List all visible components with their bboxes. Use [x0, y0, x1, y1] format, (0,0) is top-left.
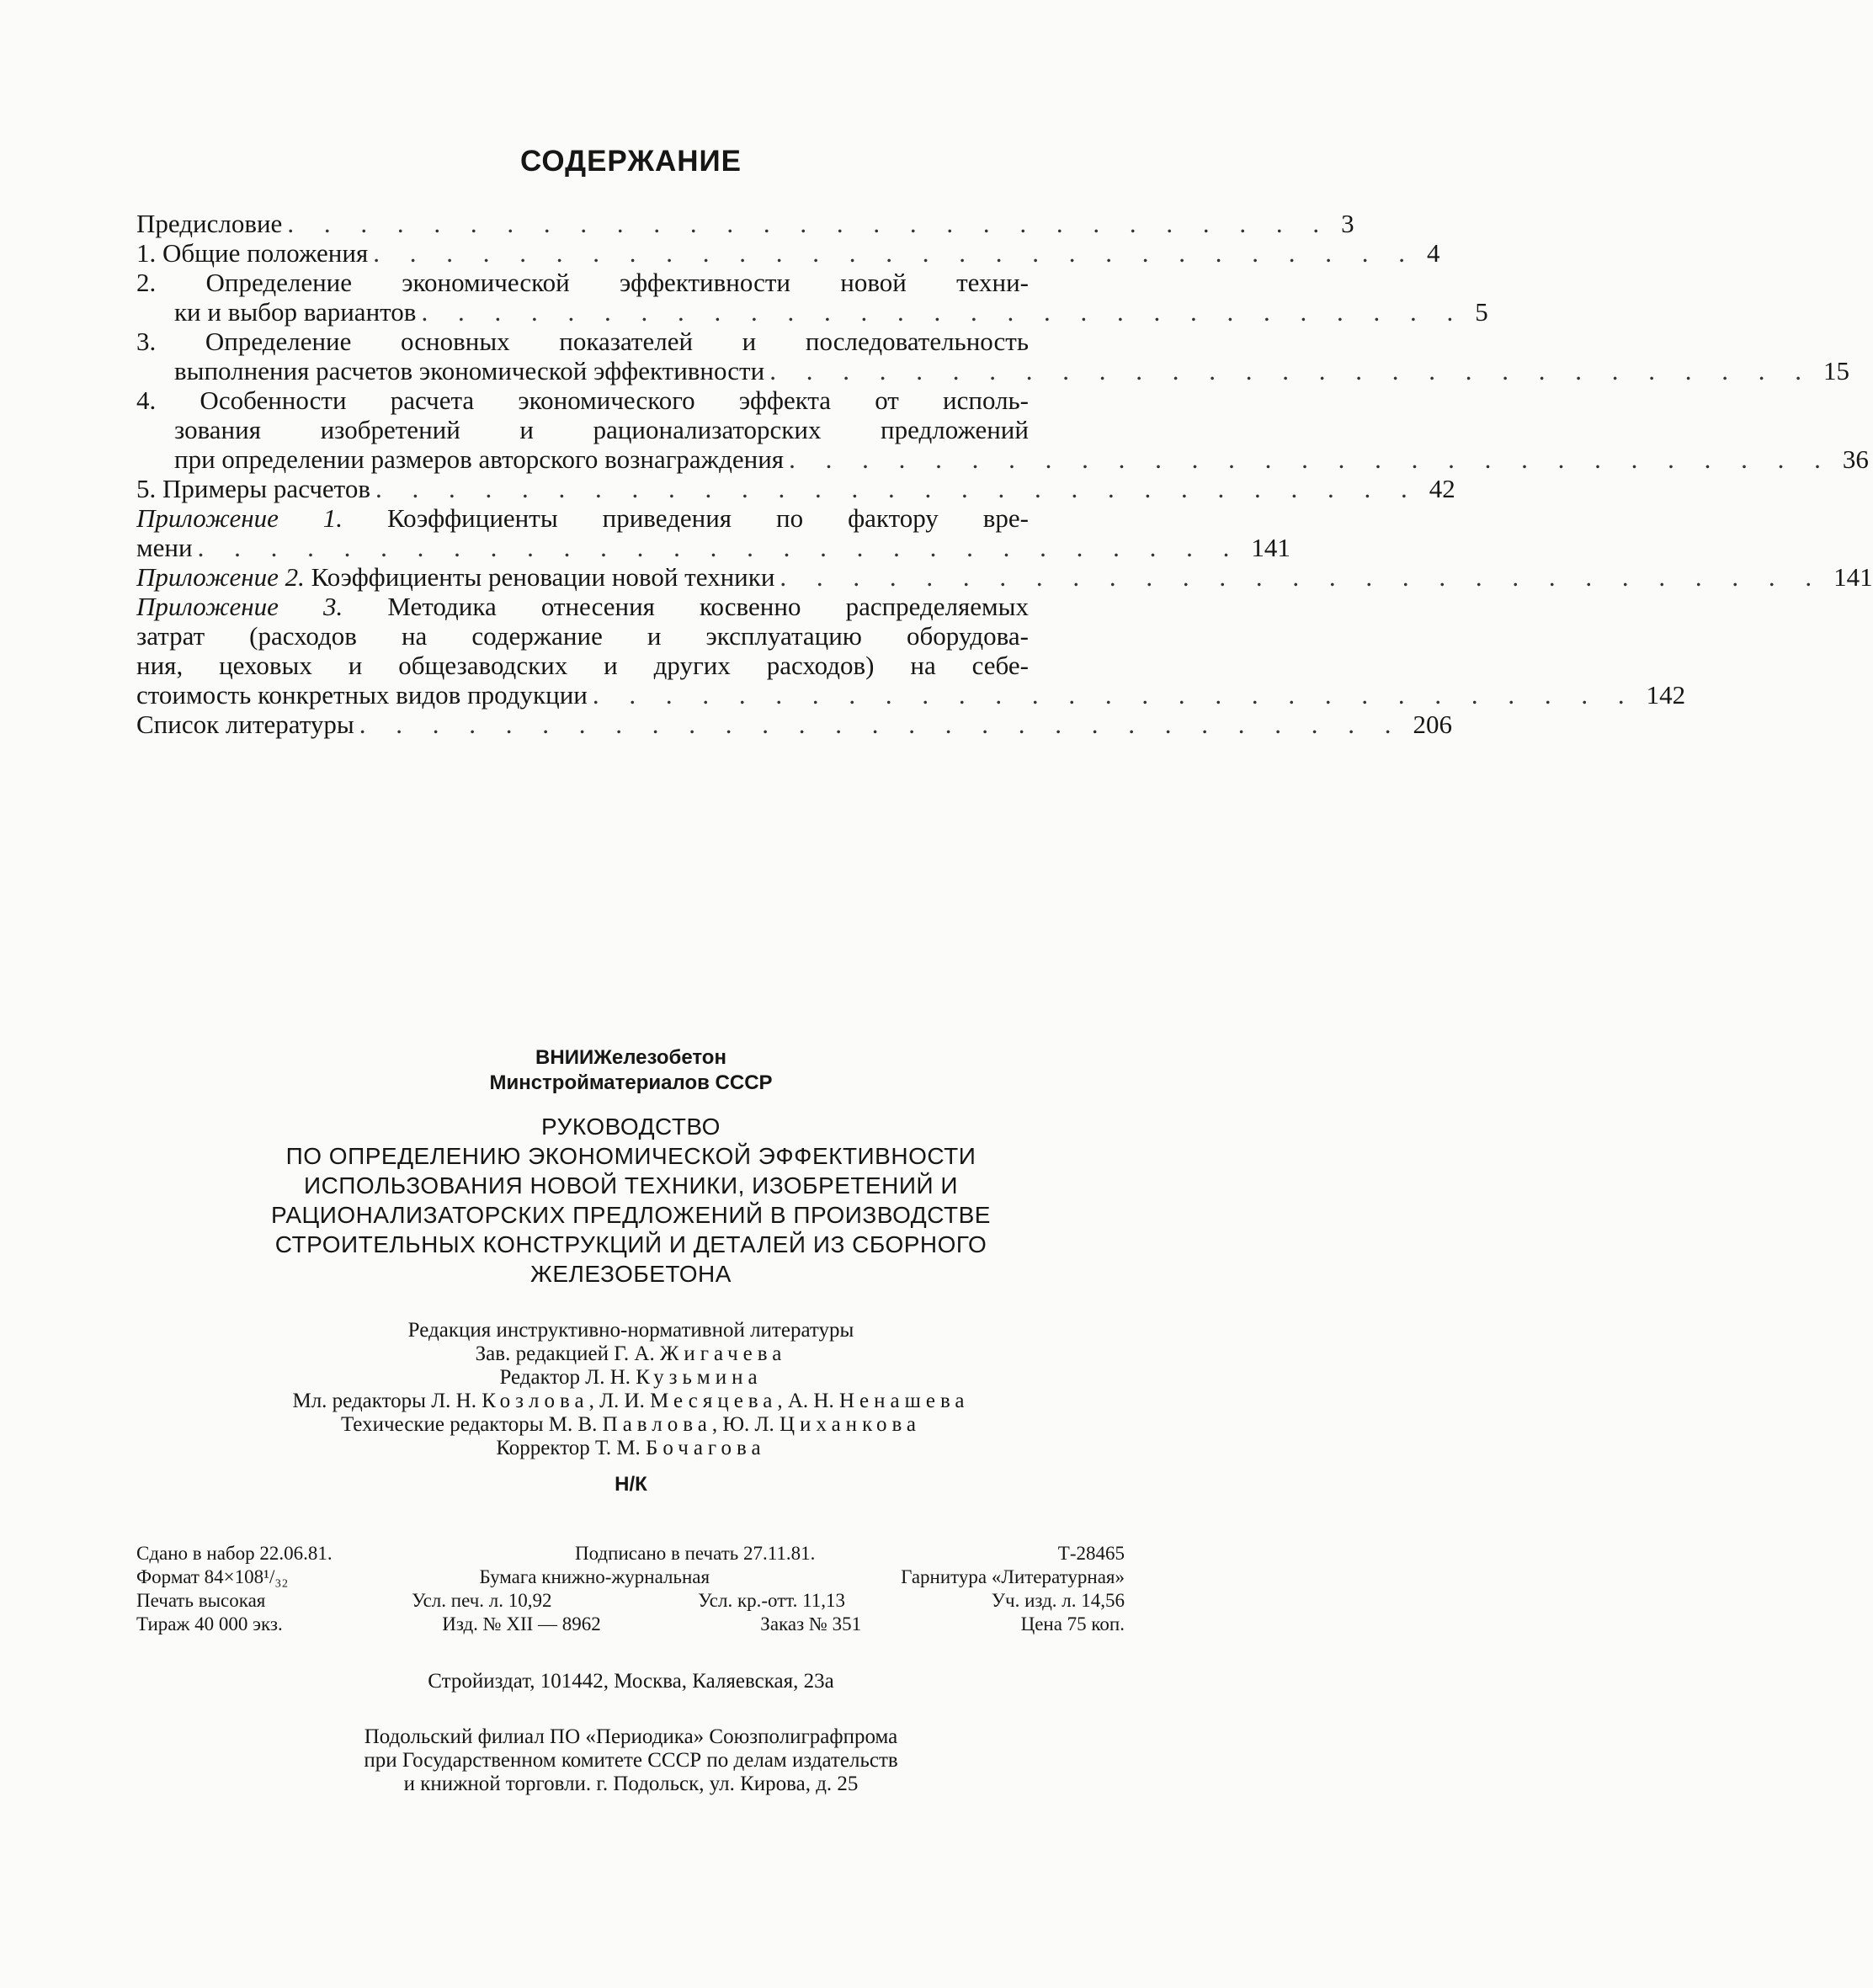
- toc-entry: [136, 710, 1452, 739]
- staff-role: Редактор Л. Н.: [499, 1366, 636, 1389]
- table-of-contents: [136, 209, 1873, 739]
- toc-entry: [136, 268, 1488, 327]
- publisher-address: Стройиздат, 101442, Москва, Каляевская, 23а: [428, 1670, 834, 1693]
- toc-page-number: 141: [1251, 533, 1290, 562]
- imprint-row: [136, 1589, 1125, 1613]
- dot-leader: . . . . . . . . . . . . . . . . . . . . . . . . . . . . .: [375, 474, 1419, 503]
- appendix-label: Приложение 3.: [136, 592, 343, 621]
- toc-page-number: 141: [1833, 562, 1873, 592]
- toc-entry-label: Список литературы: [136, 710, 354, 739]
- imprint-cell: Тираж 40 000 экз.: [136, 1613, 283, 1635]
- toc-page-number: 206: [1413, 710, 1452, 739]
- staff-line: [0, 1390, 1262, 1413]
- toc-entry: [136, 327, 1849, 385]
- dot-leader: . . . . . . . . . . . . . . . . . . . . . . . . . . . . .: [789, 444, 1833, 474]
- toc-entry-label: при определении размеров авторского вознаграждения: [174, 444, 785, 474]
- imprint-row: [136, 1542, 1125, 1565]
- staff-role: Техические редакторы М. В.: [340, 1413, 603, 1436]
- staff-name: Кузьмина: [636, 1366, 763, 1389]
- toc-page-number: 36: [1842, 444, 1869, 474]
- dot-leader: . . . . . . . . . . . . . . . . . . . . . . . . . . . . .: [287, 209, 1332, 238]
- imprint-cell: Уч. изд. л. 14,56: [991, 1590, 1125, 1611]
- toc-entry: [136, 503, 1290, 562]
- staff-name: Ненашева: [838, 1390, 970, 1412]
- staff-name: Павлова: [602, 1413, 712, 1436]
- staff-line: Редакция инструктивно-нормативной литературы: [407, 1319, 854, 1342]
- imprint-cell: Изд. № XII — 8962: [442, 1613, 601, 1635]
- toc-entry-line: ния, цеховых и общезаводских и других расходов) на себе-: [136, 651, 1029, 680]
- toc-entry-label: выполнения расчетов экономической эффективности: [174, 356, 765, 385]
- printer-line: Подольский филиал ПО «Периодика» Союзполиграфпрома: [364, 1725, 898, 1748]
- toc-title: СОДЕРЖАНИЕ: [519, 145, 742, 178]
- imprint-cell: Бумага книжно-журнальная: [479, 1566, 710, 1587]
- book-title: [0, 1112, 1262, 1289]
- toc-entry-line: 2. Определение экономической эффективности новой техни-: [136, 268, 1029, 297]
- staff-name: Циханкова: [779, 1413, 922, 1436]
- imprint-cell: Т-28465: [1057, 1543, 1125, 1564]
- staff-name: Козлова: [482, 1390, 589, 1412]
- dot-leader: . . . . . . . . . . . . . . . . . . . . . . . . . . . . .: [197, 533, 1242, 562]
- toc-page-number: 142: [1646, 680, 1686, 710]
- staff-name: Бочагова: [646, 1437, 766, 1459]
- imprint-cell: Гарнитура «Литературная»: [901, 1566, 1125, 1587]
- imprint-cell: Усл. кр.-отт. 11,13: [698, 1590, 846, 1611]
- organization-name: ВНИИЖелезобетон: [535, 1046, 726, 1069]
- toc-entry-line: 4. Особенности расчета экономического эффекта от исполь-: [136, 385, 1029, 415]
- printer-info: [0, 1725, 1262, 1796]
- toc-page-number: 3: [1341, 209, 1354, 238]
- imprint-row: [136, 1565, 1125, 1589]
- staff-role: Корректор Т. М.: [496, 1437, 647, 1459]
- toc-page-number: 4: [1426, 238, 1440, 268]
- imprint-cell: Формат 84×108¹/₃₂: [136, 1566, 289, 1587]
- toc-page-number: 42: [1429, 474, 1455, 503]
- toc-entry-label: 1. Общие положения: [136, 238, 369, 268]
- imprint-row: [136, 1613, 1125, 1636]
- appendix-label: Приложение 1.: [136, 503, 343, 533]
- title-line: СТРОИТЕЛЬНЫХ КОНСТРУКЦИЙ И ДЕТАЛЕЙ ИЗ СБОРНОГО: [274, 1231, 987, 1257]
- toc-entry: [136, 385, 1869, 474]
- staff-name: Жигачева: [659, 1342, 787, 1365]
- imprint-cell: Печать высокая: [136, 1590, 266, 1611]
- staff-line: [0, 1413, 1262, 1437]
- appendix-title: Коэффициенты приведения по фактору вре-: [343, 503, 1029, 533]
- appendix-title: Методика отнесения косвенно распределяемых: [343, 592, 1029, 621]
- toc-entry-line: [136, 592, 1029, 621]
- appendix-title: Коэффициенты реновации новой техники: [304, 562, 775, 592]
- imprint-cell: Цена 75 коп.: [1020, 1613, 1125, 1635]
- toc-entry-label: Предисловие: [136, 209, 283, 238]
- toc-entry: [136, 562, 1873, 592]
- staff-initials: , Ю. Л.: [711, 1413, 780, 1436]
- appendix-label: Приложение 2.: [136, 562, 305, 592]
- staff-role: Зав. редакцией Г. А.: [475, 1342, 660, 1365]
- title-line: РУКОВОДСТВО: [541, 1114, 721, 1140]
- staff-role: Мл. редакторы Л. Н.: [292, 1390, 482, 1412]
- staff-line: [0, 1437, 1262, 1460]
- imprint-cell: Заказ № 351: [760, 1613, 862, 1635]
- toc-entry-line: 3. Определение основных показателей и последовательность: [136, 327, 1029, 356]
- dot-leader: . . . . . . . . . . . . . . . . . . . . . . . . . . . . .: [373, 238, 1417, 268]
- staff-line: [0, 1342, 1262, 1366]
- editorial-staff: [0, 1319, 1262, 1460]
- dot-leader: . . . . . . . . . . . . . . . . . . . . . . . . . . . . .: [780, 562, 1824, 592]
- title-line: ЖЕЛЕЗОБЕТОНА: [530, 1261, 732, 1287]
- toc-entry-label: мени: [136, 533, 193, 562]
- printer-line: при Государственном комитете СССР по делам издательств: [364, 1749, 898, 1772]
- title-line: ПО ОПРЕДЕЛЕНИЮ ЭКОНОМИЧЕСКОЙ ЭФФЕКТИВНОСТИ: [285, 1143, 976, 1169]
- title-line: ИСПОЛЬЗОВАНИЯ НОВОЙ ТЕХНИКИ, ИЗОБРЕТЕНИЙ И: [303, 1172, 959, 1199]
- toc-entry-line: зования изобретений и рационализаторских предложений: [174, 415, 1029, 444]
- toc-entry-line: [136, 503, 1029, 533]
- toc-entry: [136, 209, 1354, 238]
- toc-entry-label: [136, 562, 780, 592]
- dot-leader: . . . . . . . . . . . . . . . . . . . . . . . . . . . . .: [421, 297, 1466, 327]
- toc-entry-label: ки и выбор вариантов: [174, 297, 417, 327]
- staff-line: [0, 1366, 1262, 1390]
- dot-leader: . . . . . . . . . . . . . . . . . . . . . . . . . . . . .: [592, 680, 1636, 710]
- toc-entry-label: 5. Примеры расчетов: [136, 474, 370, 503]
- staff-initials: , Л. И.: [588, 1390, 651, 1412]
- title-line: РАЦИОНАЛИЗАТОРСКИХ ПРЕДЛОЖЕНИЙ В ПРОИЗВОДСТВЕ: [271, 1202, 991, 1228]
- toc-entry: [136, 592, 1686, 710]
- toc-page-number: 5: [1475, 297, 1488, 327]
- toc-entry-line: затрат (расходов на содержание и эксплуатацию оборудова-: [136, 621, 1029, 651]
- toc-entry: [136, 474, 1455, 503]
- nk-mark: Н/К: [615, 1473, 647, 1496]
- dot-leader: . . . . . . . . . . . . . . . . . . . . . . . . . . . . .: [359, 710, 1403, 739]
- staff-initials: , А. Н.: [777, 1390, 839, 1412]
- staff-name: Месяцева: [650, 1390, 778, 1412]
- toc-page-number: 15: [1822, 356, 1849, 385]
- dot-leader: . . . . . . . . . . . . . . . . . . . . . . . . . . . . .: [769, 356, 1813, 385]
- toc-entry-label: стоимость конкретных видов продукции: [136, 680, 588, 710]
- imprint-cell: Усл. печ. л. 10,92: [412, 1590, 552, 1611]
- printer-line: и книжной торговли. г. Подольск, ул. Кирова, д. 25: [403, 1773, 859, 1795]
- imprint-block: [136, 1542, 1125, 1636]
- toc-entry: [136, 238, 1440, 268]
- imprint-cell: Подписано в печать 27.11.81.: [574, 1543, 816, 1564]
- ministry-name: Минстройматериалов СССР: [489, 1071, 773, 1094]
- imprint-cell: Сдано в набор 22.06.81.: [136, 1543, 333, 1564]
